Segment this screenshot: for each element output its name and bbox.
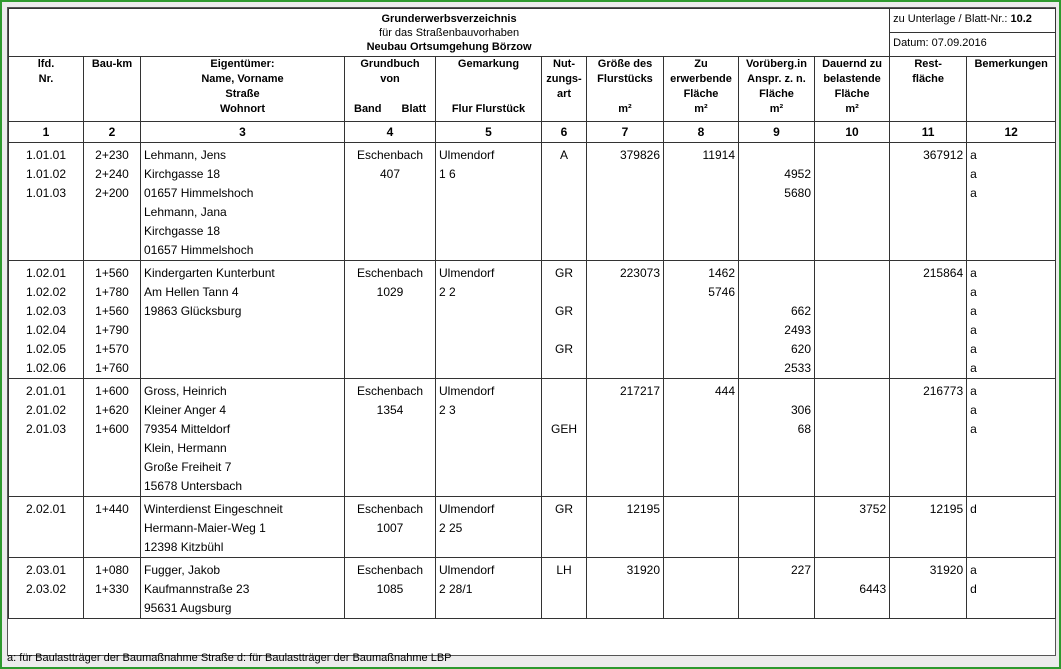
grunderwerb-table: [8, 8, 1056, 619]
gemarkung-cell: Ulmendorf 2 25: [436, 497, 542, 558]
restflaeche-cell: 367912: [890, 143, 967, 261]
document-page: [7, 7, 1056, 656]
bau-km-cell: 1+600 1+620 1+600: [84, 379, 141, 497]
col-eigentuemer: Eigentümer: Name, Vorname Straße Wohnort: [141, 57, 345, 122]
column-number: 5: [436, 122, 542, 143]
gemarkung-cell: Ulmendorf 2 28/1: [436, 558, 542, 619]
bau-km-cell: 1+440: [84, 497, 141, 558]
grundbuch-cell: Eschenbach 1007: [345, 497, 436, 558]
lfd-nr-cell: 1.01.01 1.01.02 1.01.03: [9, 143, 84, 261]
erwerb-cell: 444: [664, 379, 739, 497]
bau-km-cell: 1+560 1+780 1+560 1+790 1+570 1+760: [84, 261, 141, 379]
restflaeche-cell: 216773: [890, 379, 967, 497]
column-number: 8: [664, 122, 739, 143]
column-number: 4: [345, 122, 436, 143]
groesse-cell: 31920: [587, 558, 664, 619]
col-gemarkung: Gemarkung Flur Flurstück: [436, 57, 542, 122]
lfd-nr-cell: 2.02.01: [9, 497, 84, 558]
col-nutzungsart: Nut- zungs- art: [542, 57, 587, 122]
dauernd-cell: [815, 261, 890, 379]
nutzungsart-cell: GEH: [542, 379, 587, 497]
dauernd-cell: 6443: [815, 558, 890, 619]
bemerkung-cell: a d: [967, 558, 1056, 619]
erwerb-cell: [664, 497, 739, 558]
column-number: 2: [84, 122, 141, 143]
column-number: 3: [141, 122, 345, 143]
datum-field: Datum: 07.09.2016: [890, 33, 1056, 57]
bemerkung-cell: d: [967, 497, 1056, 558]
footer-legend: a: für Baulastträger der Baumaßnahme Straße d: für Baulastträger der Baumaßnahme LBP: [7, 652, 452, 664]
table-row: [9, 261, 1056, 379]
column-number: 6: [542, 122, 587, 143]
col-groesse: Größe des Flurstücks m²: [587, 57, 664, 122]
dauernd-cell: [815, 143, 890, 261]
restflaeche-cell: 215864: [890, 261, 967, 379]
restflaeche-cell: 31920: [890, 558, 967, 619]
groesse-cell: 217217: [587, 379, 664, 497]
bau-km-cell: 1+080 1+330: [84, 558, 141, 619]
nutzungsart-cell: A: [542, 143, 587, 261]
col-bemerkungen: Bemerkungen: [967, 57, 1056, 122]
nutzungsart-cell: LH: [542, 558, 587, 619]
erwerb-cell: 1462 5746: [664, 261, 739, 379]
voruebergehend-cell: [739, 497, 815, 558]
nutzungsart-cell: GR: [542, 497, 587, 558]
column-number: 10: [815, 122, 890, 143]
table-row: [9, 143, 1056, 261]
eigentuemer-cell: Lehmann, Jens Kirchgasse 18 01657 Himmelshoch Lehmann, Jana Kirchgasse 18 01657 Himmelshoch: [141, 143, 345, 261]
eigentuemer-cell: Winterdienst Eingeschneit Hermann-Maier-Weg 1 12398 Kitzbühl: [141, 497, 345, 558]
restflaeche-cell: 12195: [890, 497, 967, 558]
bau-km-cell: 2+230 2+240 2+200: [84, 143, 141, 261]
table-row: [9, 497, 1056, 558]
bemerkung-cell: a a a: [967, 379, 1056, 497]
table-row: [9, 558, 1056, 619]
column-number: 11: [890, 122, 967, 143]
grundbuch-cell: Eschenbach 1029: [345, 261, 436, 379]
col-lfd-nr: lfd. Nr.: [9, 57, 84, 122]
col-dauernd: Dauernd zu belastende Fläche m²: [815, 57, 890, 122]
column-number: 12: [967, 122, 1056, 143]
voruebergehend-cell: 4952 5680: [739, 143, 815, 261]
grundbuch-cell: Eschenbach 1354: [345, 379, 436, 497]
voruebergehend-cell: 306 68: [739, 379, 815, 497]
lfd-nr-cell: 2.01.01 2.01.02 2.01.03: [9, 379, 84, 497]
eigentuemer-cell: Gross, Heinrich Kleiner Anger 4 79354 Mitteldorf Klein, Hermann Große Freiheit 7 15678 Untersbach: [141, 379, 345, 497]
voruebergehend-cell: 662 2493 620 2533: [739, 261, 815, 379]
eigentuemer-cell: Fugger, Jakob Kaufmannstraße 23 95631 Augsburg: [141, 558, 345, 619]
erwerb-cell: 11914: [664, 143, 739, 261]
col-voruebergehend: Vorüberg.in Anspr. z. n. Fläche m²: [739, 57, 815, 122]
gemarkung-cell: Ulmendorf 1 6: [436, 143, 542, 261]
column-number: 9: [739, 122, 815, 143]
lfd-nr-cell: 1.02.01 1.02.02 1.02.03 1.02.04 1.02.05 1.02.06: [9, 261, 84, 379]
col-bau-km: Bau-km: [84, 57, 141, 122]
groesse-cell: 223073: [587, 261, 664, 379]
column-number: 7: [587, 122, 664, 143]
col-grundbuch: Grundbuch von Band Blatt: [345, 57, 436, 122]
nutzungsart-cell: GR GR GR: [542, 261, 587, 379]
groesse-cell: 379826: [587, 143, 664, 261]
gemarkung-cell: Ulmendorf 2 3: [436, 379, 542, 497]
voruebergehend-cell: 227: [739, 558, 815, 619]
grundbuch-cell: Eschenbach 407: [345, 143, 436, 261]
erwerb-cell: [664, 558, 739, 619]
table-row: [9, 379, 1056, 497]
col-zu-erwerbende-flaeche: Zu erwerbende Fläche m²: [664, 57, 739, 122]
column-number: 1: [9, 122, 84, 143]
unterlage-field: zu Unterlage / Blatt-Nr.: 10.2: [890, 9, 1056, 33]
groesse-cell: 12195: [587, 497, 664, 558]
col-restflaeche: Rest- fläche: [890, 57, 967, 122]
eigentuemer-cell: Kindergarten Kunterbunt Am Hellen Tann 4 19863 Glücksburg: [141, 261, 345, 379]
dauernd-cell: 3752: [815, 497, 890, 558]
lfd-nr-cell: 2.03.01 2.03.02: [9, 558, 84, 619]
bemerkung-cell: a a a a a a: [967, 261, 1056, 379]
column-headers: [9, 57, 1056, 122]
bemerkung-cell: a a a: [967, 143, 1056, 261]
dauernd-cell: [815, 379, 890, 497]
column-numbers: [9, 122, 1056, 143]
grundbuch-cell: Eschenbach 1085: [345, 558, 436, 619]
document-title: Grunderwerbsverzeichnis für das Straßenbauvorhaben Neubau Ortsumgehung Börzow: [9, 9, 890, 57]
gemarkung-cell: Ulmendorf 2 2: [436, 261, 542, 379]
